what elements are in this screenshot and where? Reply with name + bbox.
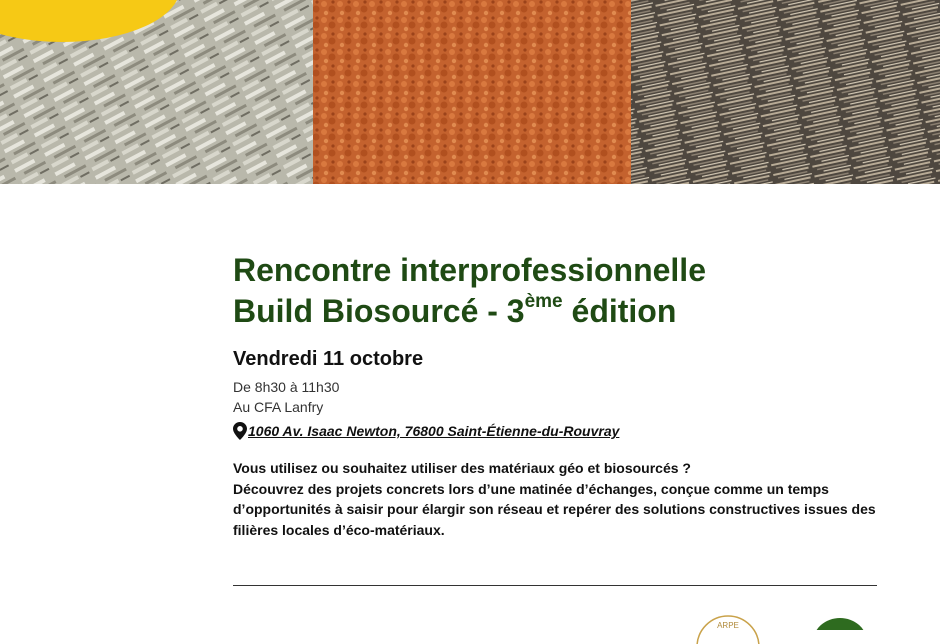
title-line-1: Rencontre interprofessionnelle xyxy=(233,252,706,288)
title-line-2-suffix: édition xyxy=(562,293,677,329)
arpe-logo xyxy=(693,614,763,644)
address-link[interactable]: 1060 Av. Isaac Newton, 76800 Saint-Étienne-du-Rouvray xyxy=(248,423,620,439)
event-venue: Au CFA Lanfry xyxy=(233,399,324,415)
address-row xyxy=(233,422,883,440)
map-pin-icon xyxy=(233,422,247,440)
event-date: Vendredi 11 octobre xyxy=(233,348,424,370)
header-banner xyxy=(0,0,940,184)
straw-texture-panel xyxy=(631,0,940,184)
event-details xyxy=(233,250,883,540)
divider xyxy=(233,585,877,586)
event-title xyxy=(233,250,883,332)
clay-texture-panel xyxy=(313,0,631,184)
title-line-2-prefix: Build Biosourcé - 3 xyxy=(233,293,525,329)
description-body: Découvrez des projets concrets lors d’une matinée d’échanges, conçue comme un temps d’opportunités à saisir pour élargir son réseau et repérer des solutions constructives issues des filières locales d’éco-matériaux. xyxy=(233,480,876,538)
arpe-logo-text: ARPE xyxy=(717,621,739,630)
description-question: Vous utilisez ou souhaitez utiliser des matériaux géo et biosourcés ? xyxy=(233,460,691,476)
event-time: De 8h30 à 11h30 xyxy=(233,379,340,395)
partner-logo-green xyxy=(812,618,868,630)
event-description xyxy=(233,458,883,540)
title-ordinal-superscript: ème xyxy=(524,291,563,313)
